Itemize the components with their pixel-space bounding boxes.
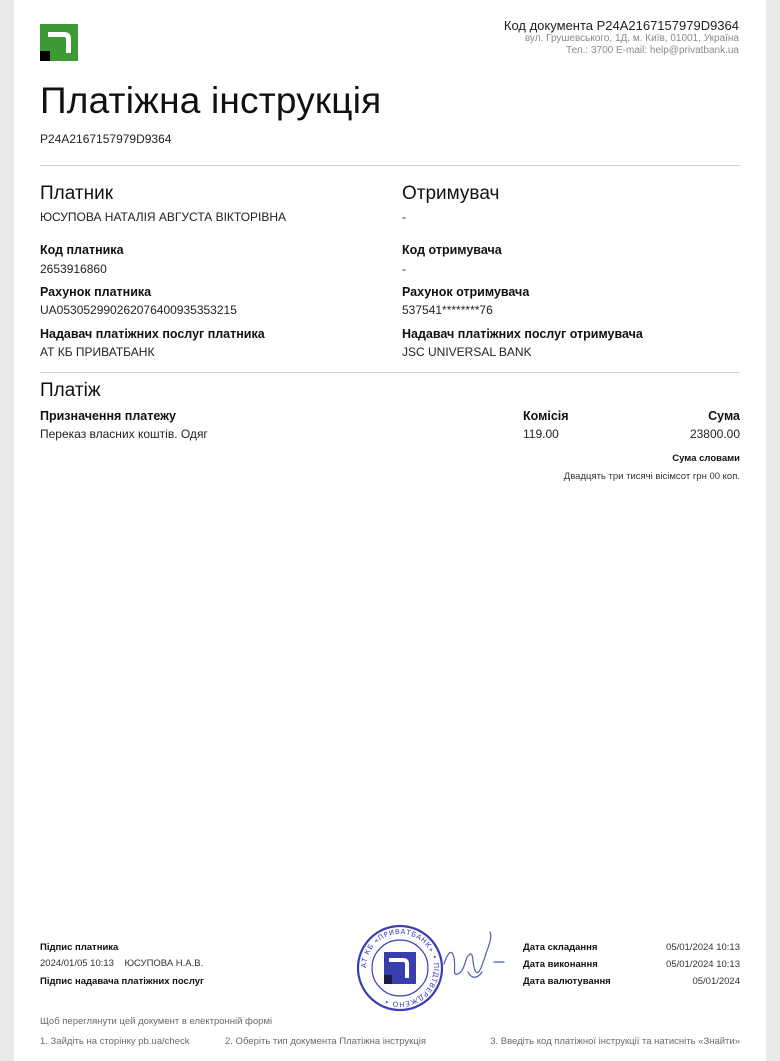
page-title: Платіжна інструкція bbox=[40, 80, 382, 121]
purpose-value: Переказ власних коштів. Одяг bbox=[40, 427, 208, 441]
recipient-provider: JSC UNIVERSAL BANK bbox=[402, 345, 532, 359]
recipient-section-title: Отримувач bbox=[402, 183, 500, 204]
payer-provider: АТ КБ ПРИВАТБАНК bbox=[40, 345, 155, 359]
bank-address: вул. Грушевського, 1Д, м. Київ, 01001, Україна bbox=[524, 33, 739, 44]
provider-signature-label: Підпис надавача платіжних послуг bbox=[40, 976, 204, 987]
payer-account-label: Рахунок платника bbox=[40, 285, 152, 299]
date-created-value: 05/01/2024 10:13 bbox=[666, 942, 740, 953]
privatbank-logo-icon bbox=[40, 24, 78, 61]
recipient-account-label: Рахунок отримувача bbox=[402, 285, 530, 299]
date-created-label: Дата складання bbox=[523, 942, 598, 953]
payer-code: 2653916860 bbox=[40, 262, 107, 276]
amount-value: 23800.00 bbox=[689, 427, 740, 441]
document-header-info bbox=[504, 18, 739, 57]
handwritten-signature-icon bbox=[438, 928, 508, 988]
amount-label: Сума bbox=[708, 409, 740, 423]
footer-step-1: 1. Зайдіть на сторінку pb.ua/check bbox=[40, 1036, 190, 1047]
fee-value: 119.00 bbox=[523, 427, 559, 441]
payer-signature-label: Підпис платника bbox=[40, 942, 119, 953]
recipient-provider-label: Надавач платіжних послуг отримувача bbox=[402, 327, 643, 341]
date-value-label: Дата валютування bbox=[523, 976, 611, 987]
divider bbox=[40, 372, 740, 373]
amount-words-label: Сума словами bbox=[672, 453, 740, 464]
footer-step-3: 3. Введіть код платіжної інструкції та натисніть «Знайти» bbox=[490, 1036, 740, 1047]
divider bbox=[40, 165, 740, 166]
recipient-account: 537541********76 bbox=[402, 303, 493, 317]
document-id: P24A2167157979D9364 bbox=[40, 132, 172, 146]
footer-step-2: 2. Оберіть тип документа Платіжна інструкція bbox=[225, 1036, 426, 1047]
footer-hint: Щоб переглянути цей документ в електронній формі bbox=[40, 1016, 273, 1027]
recipient-code-label: Код отримувача bbox=[402, 243, 502, 257]
recipient-name: - bbox=[402, 210, 406, 224]
date-executed-value: 05/01/2024 10:13 bbox=[666, 959, 740, 970]
stamp-text: АТ КБ «ПРИВАТБАНК» • ПІДТВЕРДЖЕНО • bbox=[359, 927, 441, 1009]
payer-signature-value: 2024/01/05 10:13 ЮСУПОВА Н.А.В. bbox=[40, 958, 204, 969]
amount-words: Двадцять три тисячі вісімсот грн 00 коп. bbox=[563, 471, 740, 482]
bank-contacts: Тел.: 3700 E-mail: help@privatbank.ua bbox=[566, 45, 739, 56]
payer-account: UA053052990262076400935353215 bbox=[40, 303, 237, 317]
payer-code-label: Код платника bbox=[40, 243, 124, 257]
payment-document bbox=[14, 0, 766, 1061]
payer-provider-label: Надавач платіжних послуг платника bbox=[40, 327, 265, 341]
date-executed-label: Дата виконання bbox=[523, 959, 598, 970]
payer-section-title: Платник bbox=[40, 183, 114, 204]
bank-stamp-icon bbox=[356, 924, 444, 1012]
purpose-label: Призначення платежу bbox=[40, 409, 176, 423]
recipient-code: - bbox=[402, 262, 406, 276]
payment-section-title: Платіж bbox=[40, 380, 101, 401]
doc-code: Код документа P24A2167157979D9364 bbox=[503, 18, 739, 33]
fee-label: Комісія bbox=[523, 409, 569, 423]
date-value-value: 05/01/2024 bbox=[692, 976, 740, 987]
payer-name: ЮСУПОВА НАТАЛІЯ АВГУСТА ВІКТОРІВНА bbox=[40, 210, 287, 224]
